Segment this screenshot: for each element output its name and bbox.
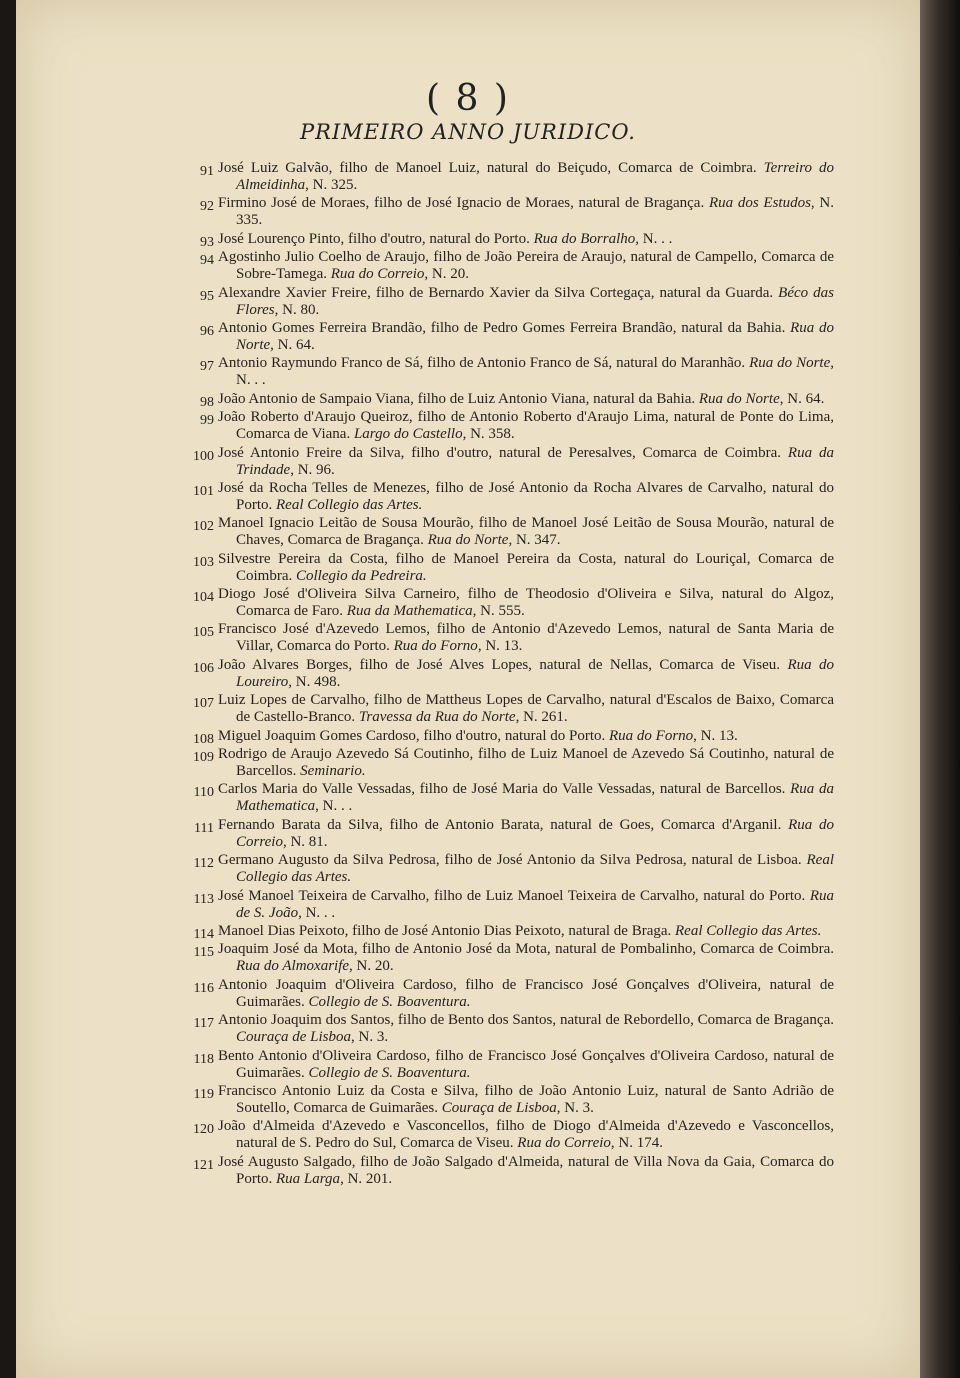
entry-text: José Antonio Freire da Silva, filho d'outro, natural de Peresalves, Comarca de Coimbra. [218, 444, 781, 461]
entry-text: Carlos Maria do Valle Vessadas, filho de José Maria do Valle Vessadas, natural de Barcellos. [218, 781, 786, 798]
entry-number: 111 [194, 820, 214, 836]
entry-house-number: , N. 325. [305, 177, 358, 193]
entry-text: Antonio Gomes Ferreira Brandão, filho de Pedro Gomes Ferreira Brandão, natural da Bahia. [218, 319, 786, 336]
entry-number: 118 [193, 1051, 214, 1067]
list-item [184, 231, 834, 248]
list-item [184, 657, 834, 691]
entry-house-number: , N. 498. [288, 673, 341, 690]
list-item [184, 1118, 834, 1152]
entry-house-number: , N. 80. [274, 301, 320, 318]
entry-text: José Lourenço Pinto, filho d'outro, natural do Porto. [218, 230, 530, 247]
entry-number: 99 [200, 413, 214, 429]
list-item [184, 888, 834, 922]
entry-address: Rua do Loureiro [236, 656, 835, 690]
entry-address: Terreiro do Almeidinha [236, 160, 834, 193]
entry-number: 108 [193, 731, 214, 747]
list-item [184, 692, 834, 726]
entry-text: Manoel Ignacio Leitão de Sousa Mourão, filho de Manoel José Leitão de Sousa Mourão, natural de Chaves, Comarca de Bragança. [218, 515, 834, 549]
list-item [184, 977, 834, 1011]
list-item [184, 923, 834, 940]
list-item [184, 1012, 834, 1046]
entry-text: Antonio Joaquim dos Santos, filho de Bento dos Santos, natural de Rebordello, Comarca de Bragança. [218, 1012, 834, 1029]
list-item [184, 941, 834, 975]
entry-address: Rua do Correio [236, 816, 835, 850]
entry-address: Rua do Norte [749, 355, 831, 372]
entry-house-number: , N. 20. [424, 266, 469, 283]
entry-number: 105 [193, 625, 214, 641]
entry-number: 101 [193, 483, 214, 499]
entry-number: 97 [200, 359, 214, 375]
entry-address: Rua da Mathematica [346, 603, 473, 620]
list-item [184, 1154, 834, 1188]
list-item [184, 551, 834, 585]
entry-text: José Luiz Galvão, filho de Manoel Luiz, natural do Beiçudo, Comarca de Coimbra. [218, 160, 757, 176]
entry-house-number: , N. 174. [610, 1135, 663, 1152]
entry-address: Real Collegio das Artes. [675, 922, 822, 939]
entry-address: Rua do Forno [393, 638, 478, 655]
entry-text: Joaquim José da Mota, filho de Antonio José da Mota, natural de Pombalinho, Comarca de Coimbra. [218, 941, 834, 958]
entry-address: Rua Larga [276, 1170, 341, 1187]
entry-house-number: , N. 96. [290, 461, 335, 478]
entry-house-number: , N. 358. [462, 426, 515, 443]
entry-number: 102 [193, 519, 214, 535]
entry-house-number: , N. 347. [508, 532, 561, 549]
entry-house-number: , N. 81. [282, 833, 328, 850]
entry-house-number: , N. 13. [693, 727, 738, 744]
entry-text: Diogo José d'Oliveira Silva Carneiro, filho de Theodosio d'Oliveira e Silva, natural do Algoz, Comarca de Faro. [218, 586, 834, 620]
entry-text: Antonio Joaquim d'Oliveira Cardoso, filho de Francisco José Gonçalves d'Oliveira, natural de Guimarães. [218, 976, 834, 1010]
entry-text: Germano Augusto da Silva Pedrosa, filho de José Antonio da Silva Pedrosa, natural de Lisboa. [218, 852, 802, 869]
entry-house-number: , N. 3. [556, 1099, 594, 1116]
entry-address: Rua de S. João [236, 887, 834, 921]
entry-number: 91 [200, 164, 214, 179]
entry-house-number: , N. 555. [472, 603, 525, 620]
list-item [184, 409, 834, 443]
entry-number: 95 [200, 288, 214, 304]
entry-text: Agostinho Julio Coelho de Araujo, filho de João Pereira de Araujo, natural de Campello, Comarca de Sobre-Tamega. [218, 249, 834, 283]
entry-number: 113 [193, 891, 214, 907]
list-item [184, 391, 834, 408]
entry-address: Collegio da Pedreira. [296, 567, 427, 584]
entry-house-number: , N. 201. [340, 1170, 393, 1187]
list-item [184, 515, 834, 549]
entry-address: Collegio de S. Boaventura. [308, 1064, 471, 1081]
list-item [184, 480, 834, 514]
entry-text: João Antonio de Sampaio Viana, filho de Luiz Antonio Viana, natural da Bahia. [218, 390, 696, 407]
entry-address: Rua do Norte [427, 532, 509, 549]
entry-text: Francisco Antonio Luiz da Costa e Silva, filho de João Antonio Luiz, natural de Santo Adrião de Soutello, Comarca de Guimarães. [218, 1082, 834, 1116]
entry-text: Luiz Lopes de Carvalho, filho de Mattheus Lopes de Carvalho, natural d'Escalos de Baixo, Comarca de Castello-Branco. [218, 692, 834, 726]
list-item [184, 746, 834, 780]
entry-text: Manoel Dias Peixoto, filho de José Antonio Dias Peixoto, natural de Braga. [218, 922, 672, 939]
entry-address: Seminario. [300, 763, 366, 780]
entry-text: João Alvares Borges, filho de José Alves Lopes, natural de Nellas, Comarca de Viseu. [218, 656, 781, 673]
entry-address: Rua do Almoxarife [236, 958, 350, 975]
book-spine-shadow [920, 0, 960, 1378]
entry-address: Rua dos Estudos [708, 195, 811, 212]
running-title: PRIMEIRO ANNO JURIDICO. [300, 120, 636, 144]
list-item [184, 320, 834, 354]
entry-number: 114 [193, 926, 214, 942]
entry-address: Rua do Forno [609, 727, 694, 744]
entry-text: João Roberto d'Araujo Queiroz, filho de Antonio Roberto d'Araujo Lima, natural de Ponte do Lima, Comarca de Viana. [218, 409, 834, 443]
list-item [184, 781, 834, 815]
entry-address: Rua do Correio [517, 1135, 611, 1152]
entry-address: Collegio de S. Boaventura. [308, 993, 471, 1010]
entry-address: Travessa da Rua do Norte [358, 709, 516, 726]
entry-number: 120 [193, 1122, 214, 1138]
entry-text: José da Rocha Telles de Menezes, filho de José Antonio da Rocha Alvares de Carvalho, natural do Porto. [218, 479, 834, 513]
page-number: ( 8 ) [426, 78, 510, 119]
entry-number: 107 [193, 696, 214, 712]
entry-text: Bento Antonio d'Oliveira Cardoso, filho de Francisco José Gonçalves d'Oliveira Cardoso, natural de Guimarães. [218, 1047, 834, 1081]
entry-address: Couraça de Lisboa [441, 1099, 557, 1116]
entry-house-number: , N. 3. [351, 1029, 389, 1046]
entry-number: 112 [193, 856, 214, 872]
entry-house-number: , N. . . [635, 230, 673, 247]
entry-house-number: , N. 20. [349, 958, 394, 975]
entry-address: Rua do Correio [330, 266, 425, 283]
entry-address: Rua da Trindade [236, 444, 834, 478]
student-list [184, 160, 834, 1189]
entry-text: Miguel Joaquim Gomes Cardoso, filho d'outro, natural do Porto. [218, 727, 606, 744]
entry-address: Real Collegio das Artes. [276, 496, 423, 513]
entry-text: Rodrigo de Araujo Azevedo Sá Coutinho, filho de Luiz Manoel de Azevedo Sá Coutinho, natural de Barcellos. [218, 746, 834, 780]
entry-text: Fernando Barata da Silva, filho de Antonio Barata, natural de Goes, Comarca d'Arganil. [218, 816, 782, 833]
entry-text: Antonio Raymundo Franco de Sá, filho de Antonio Franco de Sá, natural do Maranhão. [218, 355, 746, 372]
entry-number: 109 [193, 750, 214, 766]
entry-number: 104 [193, 590, 214, 606]
entry-address: Rua da Mathematica [236, 781, 834, 815]
list-item [184, 1083, 834, 1117]
entry-number: 115 [193, 945, 214, 961]
entry-number: 116 [193, 980, 214, 996]
entry-house-number: , N. . . [315, 798, 353, 815]
list-item [184, 586, 834, 620]
entry-text: Alexandre Xavier Freire, filho de Bernardo Xavier da Silva Cortegaça, natural da Guarda. [218, 284, 774, 301]
entry-address: Largo do Castello [353, 426, 463, 443]
entry-house-number: , N. 64. [779, 390, 825, 407]
entry-text: Francisco José d'Azevedo Lemos, filho de Antonio d'Azevedo Lemos, natural de Santa Maria de Villar, Comarca do Porto. [218, 621, 834, 655]
entry-number: 121 [193, 1157, 214, 1173]
entry-address: Real Collegio das Artes. [236, 852, 835, 886]
entry-address: Rua do Norte [236, 319, 835, 353]
list-item [184, 355, 834, 389]
entry-text: Silvestre Pereira da Costa, filho de Manoel Pereira da Costa, natural do Louriçal, Comarca de Coimbra. [218, 550, 834, 584]
entry-number: 110 [193, 785, 214, 801]
entry-number: 98 [200, 394, 214, 410]
list-item [184, 852, 834, 886]
entry-address: Rua do Borralho [533, 230, 636, 247]
entry-number: 117 [193, 1016, 214, 1032]
book-page [16, 0, 920, 1378]
list-item [184, 1048, 834, 1082]
entry-house-number: , N. . . [298, 904, 336, 921]
list-item [184, 285, 834, 319]
entry-text: João d'Almeida d'Azevedo e Vasconcellos, filho de Diogo d'Almeida d'Azevedo e Vasconcellos, natural de S. Pedro do Sul, Comarca de Viseu. [218, 1118, 834, 1152]
entry-number: 119 [193, 1086, 214, 1102]
entry-number: 106 [193, 660, 214, 676]
entry-house-number: , N. . . [236, 355, 834, 389]
entry-address: Béco das Flores [236, 284, 834, 318]
entry-text: José Manoel Teixeira de Carvalho, filho de Luiz Manoel Teixeira de Carvalho, natural do Porto. [218, 887, 806, 904]
entry-text: José Augusto Salgado, filho de João Salgado d'Almeida, natural de Villa Nova da Gaia, Comarca do Porto. [218, 1153, 834, 1187]
entry-house-number: , N. 335. [236, 195, 834, 229]
list-item [184, 195, 834, 229]
entry-house-number: , N. 261. [515, 709, 568, 726]
list-item [184, 249, 834, 283]
entry-number: 96 [200, 323, 214, 339]
list-item [184, 728, 834, 745]
entry-address: Rua do Norte [698, 390, 780, 407]
entry-number: 92 [200, 199, 214, 215]
entry-number: 94 [200, 253, 214, 269]
list-item [184, 445, 834, 479]
entry-address: Couraça de Lisboa [236, 1029, 352, 1046]
entry-text: Firmino José de Moraes, filho de José Ignacio de Moraes, natural de Bragança. [218, 195, 705, 212]
list-item [184, 817, 834, 851]
entry-number: 100 [193, 448, 214, 464]
entry-number: 93 [200, 234, 214, 250]
list-item [184, 160, 834, 194]
entry-house-number: , N. 64. [270, 336, 315, 353]
entry-number: 103 [193, 554, 214, 570]
entry-house-number: , N. 13. [477, 638, 523, 655]
list-item [184, 621, 834, 655]
